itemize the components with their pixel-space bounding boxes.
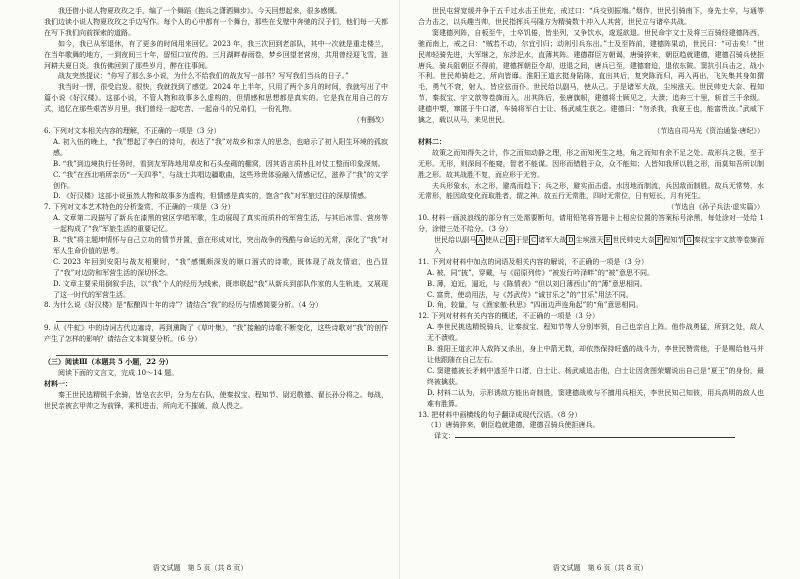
segment: 世民给以副马 xyxy=(434,236,477,245)
source-note: （节选自司马光《资治通鉴·唐纪》） xyxy=(653,126,764,135)
option-a: A. 被，同“披”，穿戴，与《屈原列传》“被发行吟泽畔”的“被”意思不同。 xyxy=(427,268,654,277)
question-12-stem: 12. 下列对材料有关内容的概述，不正确的一项是（3 分） xyxy=(418,312,600,321)
choice-box-g[interactable]: G xyxy=(686,236,692,245)
choice-box-d[interactable]: D xyxy=(568,236,574,245)
option-b: B. 淮阳王道玄冲入敌阵又杀出，身上中箭无数，却依然保持旺盛的战斗力，李世民赞赏他，于是赐给他马并让他跟随在自己左右。 xyxy=(427,345,764,364)
material-2-para: 夫兵形象水，水之形，避高而趋下；兵之形，避实而击虚。水因地而制流，兵因敌而制胜。故兵无常势，水无常形，能因敌变化而取胜者，谓之神。故五行无常胜，四时无常位，日有短长，月有死生。 xyxy=(418,181,764,201)
page-footer: 语文试题 第 6 页（共 8 页） xyxy=(552,564,648,572)
choice-box-a[interactable]: A xyxy=(478,236,483,245)
segment: 宇文歆等卷旆而入 xyxy=(434,236,765,255)
material-2-title: 材料二： xyxy=(418,136,446,146)
option-d: D. 文章主要采用倒叙手法，以“我”个人的经历为线索，既串联起“我”从新兵到部队作家的人生轨迹，又展现了这一时代的军营生活。 xyxy=(53,279,388,299)
option-b: B. 薄，迫近，逼近，与《陈情表》“但以刘日薄西山”的“薄”意思相同。 xyxy=(427,279,647,288)
material-1-para: 世民屯营宽缓并争于五千过水击王世充，戒过口：“兵交别振端。”烟作，世民引骑南下，身先士卒，与通等合力击之，以兵趣当帅，世民指挥兵马隆方为精骑数十冲入人其营，世民立与诸卒共战。 xyxy=(418,7,764,26)
segment: 秦叔宝 xyxy=(693,236,715,245)
source-note: （有删改） xyxy=(353,116,388,125)
option-a: A. 文章第二段描写了新兵在漆黑的营区学唱军歌，生动展现了真实而质朴的军营生活，与其后冰雪、营房等一起构成了“我”军旅生活的重要记忆。 xyxy=(53,214,388,234)
choice-box-e[interactable]: E xyxy=(605,236,611,245)
question-10-line xyxy=(434,235,764,257)
answer-line[interactable] xyxy=(56,312,388,322)
option-c: C. 富贵，使动用法，与《苏武传》“诚甘乐之”的“甘乐”用法不同。 xyxy=(427,290,633,299)
page-6 xyxy=(400,0,800,579)
material-1-para: 窦建德列阵，自板至牛，士卒饥倦，皆坐列，又争饮水，逡巡欲退。世民命宇文士及将三百骑经建德阵西，驰而南上，戒之曰：“贼若不动，尔宜引归；动则引兵东出。”士及至阵前，建德阵果动，世民曰：“可击矣！”世民帅轻骑先进，大军继之，东涉汜水，直薄其阵。建德群臣方朝谒，唐骑猝来，朝臣趋就建德，建德召骑兵使拒唐兵。骑兵阻朝臣不得前，建德挥朝臣令却，进退之间，唐兵已至，建德窘迫，退依东陂。窦抗引兵击之，战小不利。世民帅骑赴之，所向皆靡。淮阳王道玄挺身陷陈，直出其后，复突陈而归，再入再出，飞矢集其身如猬毛，勇气不衰，射人，皆应弦而仆。世民给以副马，使从己。于是诸军大战，尘埃涨天。世民帅史大奈、程知节、秦叔宝、宇文歆等卷旆而入，出其阵后，张唐旗帜，建德将士顾见之，大溃；追奔三十里，斩首三千余级。建德中槊，窜匿于牛口渚，车骑将军白士让、杨武威生获之。建德曰：“勿杀我，我夏王也，能富贵汝。”武威下擒之，载以从马，来见世民。 xyxy=(418,28,764,125)
segment: 于是 xyxy=(514,236,530,245)
question-9: 9. 从《牛虻》中的诗词古代边塞诗，再到熏陶了《草叶集》，“我”接触的诗歌不断变化，这些诗歌对“我”的创作产生了怎样的影响？请结合文本简要分析。（6 分） xyxy=(44,324,388,344)
option-d: D. 材料二认为，示形诱敌方能出奇制胜，窦建德战败与不擅用兵相关，李世民知己知彼，用兵高明的敌人也难有胜算。 xyxy=(427,388,764,408)
passage-para: 我当时一愣，很受启发。很快，我就找到了感觉。2024 年上半年，只用了两个多月的时间，我就写出了中篇小说《好汉楼》。这部小说，不管人物和故事多么虚构的，但情感和思想都是真实的。它是我在用自己的方式，追忆在那些艰苦岁月里，我们曾经一起吃苦、一起奋斗的兄弟们，一份礼物。 xyxy=(44,83,388,114)
section-3-intro: 阅读下面的文言文，完成 10～14 题。 xyxy=(58,369,179,378)
passage-para: 我们边读小说人物夏玫玫之手边写作。每个人的心中都有一个舞台，那些在戈壁中奔驰的汉子们，他们每一天都在写下我们向前探索的道路。 xyxy=(44,17,388,37)
option-b: B. “我”将主题坤情怀与自己立功的情节并置，意在形成对比，突出战争的残酷与命运的无常，深化了“我”对军人生命价值的思考。 xyxy=(53,236,388,255)
material-1-title: 材料一： xyxy=(44,379,72,388)
option-d: D. 角，较量，与《渔家傲·秋思》“四面边声连角起”的“角”意思相同。 xyxy=(427,301,643,310)
source-note: （节选自《孙子兵法·虚实篇》） xyxy=(667,203,764,212)
question-13-sentence: （1）唐骑猝来，朝臣趋就建德，建德召骑兵使拒唐兵。 xyxy=(427,421,600,430)
choice-box-b[interactable]: B xyxy=(508,236,513,245)
translation-label: 译文： xyxy=(434,432,455,441)
segment: 程知节 xyxy=(663,236,685,245)
question-13-stem: 13. 把材料中画横线的句子翻译成现代汉语。（8 分） xyxy=(418,410,582,419)
passage-para: 我还借小说人物夏玫玫之手，编了一个舞蹈《抱兵之潇洒舞步》。今天回想起来，很多感慨。 xyxy=(58,7,342,15)
option-a: A. 李世民挑选精锐骑兵，让秦叔宝、程知节等人分别率领，自己也亲自上阵。他作战勇猛，所到之处，敌人无不溃败。 xyxy=(427,323,764,343)
question-8: 8. 为什么说《好汉楼》是“酝酿四十年的诗”？请结合“我”的经历与情感简要分析。（4 分） xyxy=(44,301,323,310)
section-3-title: （三）阅读Ⅲ（本题共 5 小题，22 分） xyxy=(44,357,173,367)
choice-box-f[interactable]: F xyxy=(656,236,662,245)
passage-para: 如今，我已从军退休，有了更多的时间用来回忆。2023 年，我三次回到老部队，其中一次就是重走楼兰，在当年歌舞的地方，一到夜间三十年，留恒口宣传的。三月湖畔春雨卷，梦乡回望老营房，共用曾经迎飞雪，涟河耕夫夏日炎。我仿佛回到了那些岁月，醉在往事间。 xyxy=(44,39,388,70)
translation-input[interactable] xyxy=(455,437,735,438)
passage-para: 战友突然提议：“你写了那么多小说，为什么不给我们的战友写一部书？写写我们当兵的日子。” xyxy=(58,72,349,81)
question-10-stem: 10. 材料一画波浪线的部分有三处需要断句，请用铅笔将答题卡上相应位置的答案标号涂黑，每处涂对一处给 1 分，涂错三处不给分。（3 分） xyxy=(418,214,764,234)
material-2-para: 故策之而知得失之计，作之而知动静之理，形之而知死生之地，角之而知有余不足之处。故形兵之极，至于无形。无形，则深间不能窥，智者不能谋。因形而错胜于众，众不能知；人皆知我所以胜之形，而莫知吾所以制胜之形。故其战胜不复，而应形于无穷。 xyxy=(418,148,764,179)
material-1-text: 秦王世民选精锐千余骑，皆皂衣玄甲，分为左右队，使秦叔宝、程知节、尉迟敬德、翟长孙分将之。每战，世民亲被玄甲帅之为前锋，乘机进击，所向无不摧破，敌人畏之。 xyxy=(44,390,388,410)
choice-box-c[interactable]: C xyxy=(531,236,537,245)
option-b: B. “我”到边境执行任务时，看到友军阵地用草皮和石头垒砌的棚窝，因其语言质朴且对仗工整而印象深刻。 xyxy=(53,159,385,168)
option-c: C. 窦建德被长矛刺中逃至牛口渚，白士让、杨武威追击他，白士让因贪图荣耀说出自己是“夏王”的身份，最终被擒获。 xyxy=(427,366,764,386)
translation-row xyxy=(434,431,764,442)
segment: 尘埃涨天 xyxy=(575,236,604,245)
question-6-stem: 6. 下列对文本相关内容的理解，不正确的一项是（3 分） xyxy=(44,126,221,135)
segment: 世民帅史大奈 xyxy=(612,236,655,245)
segment: 诸军大战 xyxy=(538,236,567,245)
option-a: A. 初入伍的晚上，“我”想起了李白的诗句，表达了“我”对故乡和亲人的思念，也暗示了初入阳生环境的孤寂感。 xyxy=(53,137,388,157)
option-c: C. “我”在西北哨所亲历“一天四季”，与战士共唱边疆歌曲，这些珍贵体验融入情感记忆，滋养了“我”的文学创作。 xyxy=(53,170,388,190)
question-11-stem: 11. 下列对材料中加点的词语及相关内容的解说，不正确的一项是（3 分） xyxy=(418,257,649,266)
segment: 使从己 xyxy=(484,236,507,245)
option-c: C. 2023 年回到安阳与战友相聚时，“我”感慨颇深发的顺口溜式的诗歌，既体现了战友情谊，也凸显了“我”对边防和军营生活的深切怀念。 xyxy=(53,257,388,277)
option-d: D. 《好汉楼》这部小说虽然人物和故事多为虚构，但情感是真实的，饱含“我”对军旅过往的深厚情感。 xyxy=(53,192,371,201)
answer-line[interactable] xyxy=(56,346,388,356)
page-footer: 语文试题 第 5 页（共 8 页） xyxy=(152,564,248,572)
question-7-stem: 7. 下列对文本艺术特色的分析鉴赏，不正确的一项是（3 分） xyxy=(44,203,235,212)
